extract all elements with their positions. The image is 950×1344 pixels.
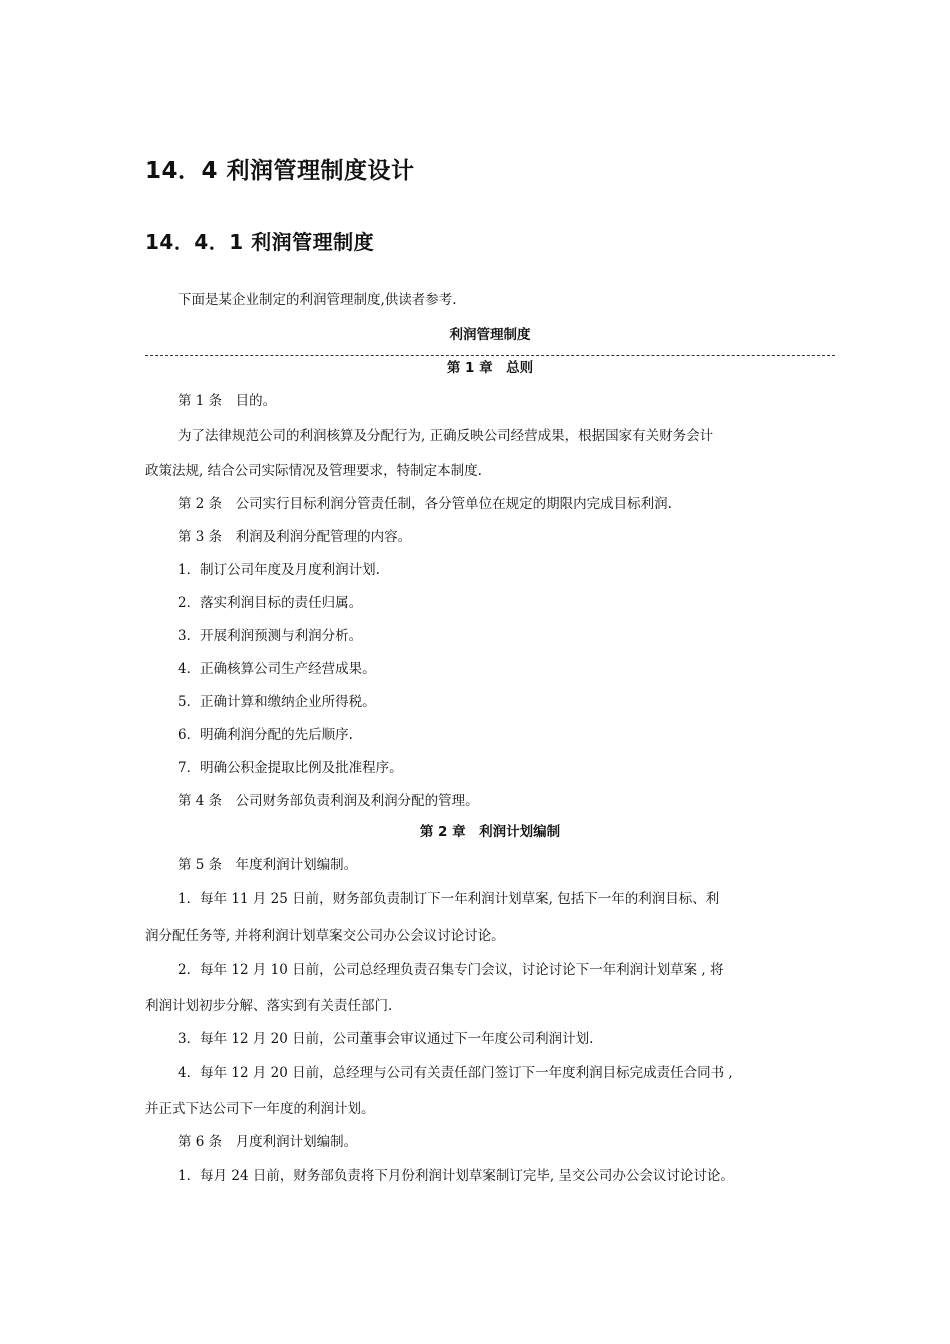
list-item: 4．正确核算公司生产经营成果。 (178, 661, 376, 677)
list-item: 1．每月 24 日前，财务部负责将下月份利润计划草案制订完毕, 呈交公司办公会议讨论讨论。 (178, 1168, 734, 1184)
chapter-2-heading: 第 2 章 利润计划编制 (419, 824, 561, 840)
intro-paragraph: 下面是某企业制定的利润管理制度,供读者参考. (178, 292, 457, 308)
article-line: 第 6 条 月度利润计划编制。 (178, 1134, 358, 1150)
list-item: 7．明确公积金提取比例及批准程序。 (178, 760, 403, 776)
article-line: 第 3 条 利润及利润分配管理的内容。 (178, 529, 412, 545)
subsection-heading: 14．4．1 利润管理制度 (145, 230, 375, 254)
list-item: 6．明确利润分配的先后顺序. (178, 727, 353, 743)
article-line: 第 1 条 目的。 (178, 393, 277, 409)
article-line: 第 2 条 公司实行目标利润分管责任制，各分管单位在规定的期限内完成目标利润. (178, 496, 672, 512)
list-item: 并正式下达公司下一年度的利润计划。 (145, 1101, 375, 1117)
article-line: 政策法规, 结合公司实际情况及管理要求，特制定本制度. (145, 463, 482, 479)
article-line: 为了法律规范公司的利润核算及分配行为, 正确反映公司经营成果，根据国家有关财务会计 (178, 428, 714, 444)
list-item: 2．每年 12 月 10 日前，公司总经理负责召集专门会议，讨论讨论下一年利润计划草案 , 将 (178, 962, 724, 978)
section-heading: 14．4 利润管理制度设计 (145, 158, 415, 184)
list-item: 1．制订公司年度及月度利润计划. (178, 562, 380, 578)
list-item: 润分配任务等, 并将利润计划草案交公司办公会议讨论讨论。 (145, 928, 505, 944)
article-line: 第 5 条 年度利润计划编制。 (178, 857, 358, 873)
list-item: 3．开展利润预测与利润分析。 (178, 628, 363, 644)
list-item: 3．每年 12 月 20 日前，公司董事会审议通过下一年度公司利润计划. (178, 1031, 594, 1047)
document-title: 利润管理制度 (449, 327, 531, 343)
list-item: 利润计划初步分解、落实到有关责任部门. (145, 998, 393, 1014)
list-item: 2．落实利润目标的责任归属。 (178, 595, 363, 611)
list-item: 4．每年 12 月 20 日前，总经理与公司有关责任部门签订下一年度利润目标完成责任合同书 , (178, 1065, 733, 1081)
chapter-1-heading: 第 1 章 总则 (446, 360, 534, 376)
article-line: 第 4 条 公司财务部负责利润及利润分配的管理。 (178, 793, 479, 809)
list-item: 1．每年 11 月 25 日前，财务部负责制订下一年利润计划草案, 包括下一年的利润目标、利 (178, 891, 720, 907)
dashed-divider (145, 355, 835, 356)
list-item: 5．正确计算和缴纳企业所得税。 (178, 694, 376, 710)
